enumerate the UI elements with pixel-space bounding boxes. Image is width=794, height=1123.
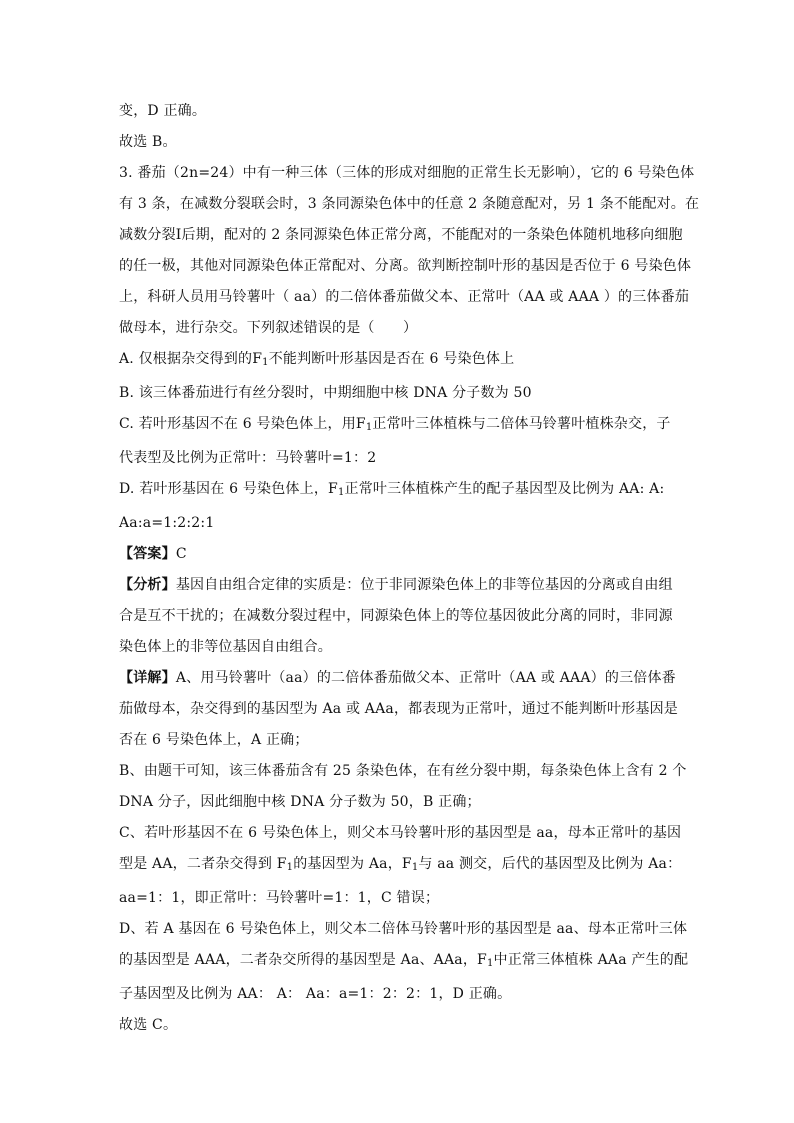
- option-d-cont: Aa:a=1:2:2:1: [119, 515, 215, 531]
- detail-line: 的基因型是 AAA，二者杂交所得的基因型是 Aa、AAa，$F_1$中正常三体植株 AAa 产生的配: [119, 952, 689, 969]
- text-line: 故选 B。: [119, 134, 177, 150]
- detail-line: DNA 分子，因此细胞中核 DNA 分子数为 50，B 正确；: [119, 794, 481, 810]
- detail-line: aa=1：1，即正常叶：马铃薯叶=1：1，C 错误；: [119, 890, 440, 906]
- option-c-cont: 代表型及比例为正常叶：马铃薯叶=1：2: [119, 450, 377, 466]
- detail-line: 型是 AA，二者杂交得到 $F_1$的基因型为 Aa，$F_1$与 aa 测交，后代的基因型及比例为 Aa：: [119, 856, 682, 873]
- question-line: 的任一极，其他对同源染色体正常配对、分离。欲判断控制叶形的基因是否位于 6 号染色体: [119, 258, 692, 274]
- conclusion-line: 故选 C。: [119, 1017, 178, 1033]
- question-line: 3. 番茄（2n=24）中有一种三体（三体的形成对细胞的正常生长无影响），它的 6 号染色体: [119, 165, 695, 181]
- detail-line: C、若叶形基因不在 6 号染色体上，则父本马铃薯叶形的基因型是 aa，母本正常叶的基因: [119, 825, 682, 841]
- question-line: 做母本，进行杂交。下列叙述错误的是（ ）: [119, 320, 418, 336]
- analysis-line: 合是互不干扰的；在减数分裂过程中，同源染色体上的等位基因彼此分离的同时，非同源: [119, 608, 673, 624]
- option-b: B. 该三体番茄进行有丝分裂时，中期细胞中核 DNA 分子数为 50: [119, 385, 532, 401]
- detail-line: B、由题干可知，该三体番茄含有 25 条染色体，在有丝分裂中期，每条染色体上含有 2 个: [119, 763, 687, 779]
- detail-tag: 【详解】: [119, 670, 176, 686]
- detail-line: 【详解】A、用马铃薯叶（aa）的二倍体番茄做父本、正常叶（AA 或 AAA）的三倍体番: [119, 670, 676, 686]
- detail-line: 茄做母本，杂交得到的基因型为 Aa 或 AAa，都表现为正常叶，通过不能判断叶形基因是: [119, 701, 678, 717]
- question-line: 有 3 条，在减数分裂联会时，3 条同源染色体中的任意 2 条随意配对，另 1 条不能配对。在: [119, 196, 700, 212]
- question-line: 减数分裂Ⅰ后期，配对的 2 条同源染色体正常分离，不能配对的一条染色体随机地移向细胞: [119, 227, 683, 243]
- option-a: A. 仅根据杂交得到的$F_1$不能判断叶形基因是否在 6 号染色体上: [119, 351, 515, 368]
- analysis-line: 【分析】基因自由组合定律的实质是：位于非同源染色体上的非等位基因的分离或自由组: [119, 577, 673, 593]
- text-line: 变，D 正确。: [119, 103, 207, 119]
- question-line: 上，科研人员用马铃薯叶（ aa）的二倍体番茄做父本、正常叶（AA 或 AAA ）的三体番茄: [119, 289, 690, 305]
- answer-tag: 【答案】: [119, 546, 176, 562]
- detail-line: 否在 6 号染色体上，A 正确；: [119, 732, 309, 748]
- answer-line: [119, 539, 684, 570]
- answer-value: C: [175, 546, 187, 562]
- option-c: C. 若叶形基因不在 6 号染色体上，用$F_1$正常叶三体植株与二倍体马铃薯叶植株杂交，子: [119, 416, 671, 433]
- detail-line: 子基因型及比例为 AA： A： Aa：a=1：2：2：1，D 正确。: [119, 986, 512, 1002]
- analysis-line: 染色体上的非等位基因自由组合。: [119, 639, 332, 655]
- detail-line: D、若 A 基因在 6 号染色体上，则父本二倍体马铃薯叶形的基因型是 aa、母本正常叶三体: [119, 921, 688, 937]
- analysis-tag: 【分析】: [119, 577, 176, 593]
- option-d: D. 若叶形基因在 6 号染色体上，$F_1$正常叶三体植株产生的配子基因型及比例为 AA: A:: [119, 481, 665, 498]
